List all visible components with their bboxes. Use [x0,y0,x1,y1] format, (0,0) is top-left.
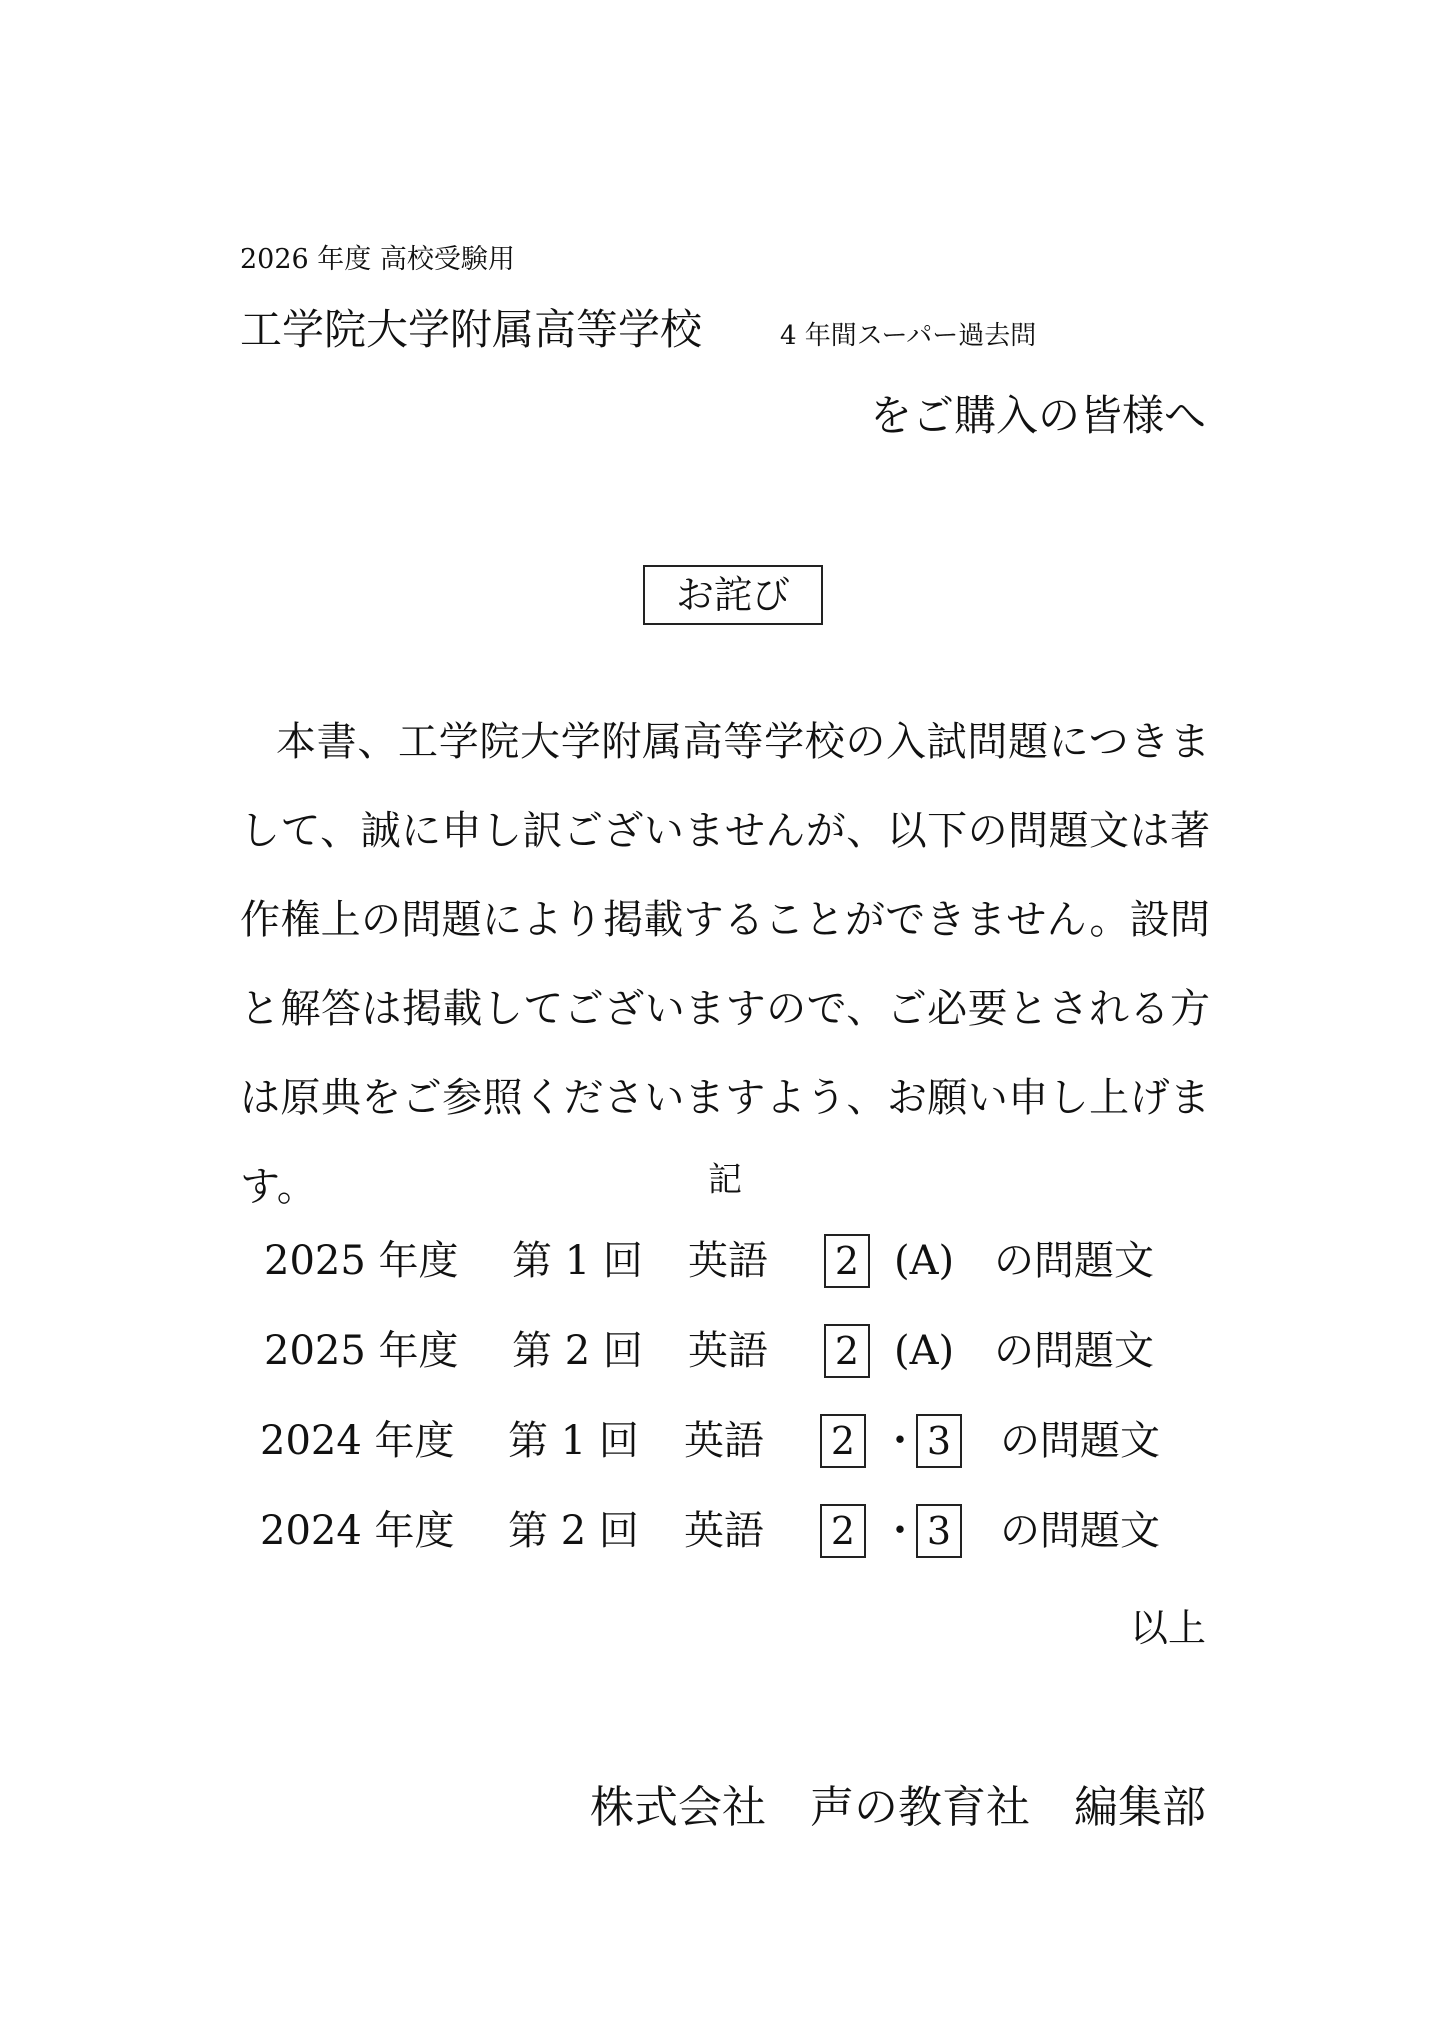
greeting: をご購入の皆様へ [869,391,1206,440]
header-year-label: 2026 年度 高校受験用 [240,244,515,275]
question-number-box: 2 [824,1324,870,1378]
question-number-box: 2 [820,1414,866,1468]
item-suffix: の問題文 [994,1328,1154,1374]
item-year: 2024 年度 [260,1508,455,1554]
closing-text: 以上 [1129,1606,1206,1650]
series-name: 4 年間スーパー過去問 [780,321,1037,351]
question-number-box: 3 [916,1414,962,1468]
item-subject: 英語 [688,1238,768,1284]
apology-title: お詫び [643,565,823,625]
item-year: 2024 年度 [260,1418,455,1464]
item-round: 第 2 回 [508,1508,639,1554]
question-number-box: 3 [916,1504,962,1558]
item-subject: 英語 [684,1418,764,1464]
item-round: 第 1 回 [512,1238,643,1284]
apology-body: 本書、工学院大学附属高等学校の入試問題につきまして、誠に申し訳ございませんが、以下の問題文は著作権上の問題により掲載することができません。設問と解答は掲載してございますので、ご必要とされる方は原典をご参照くださいますよう、お願い申し上げます。 [240,719,1210,1210]
omitted-item-row [260,1406,1180,1476]
item-year: 2025 年度 [264,1238,459,1284]
notice-label: 記 [708,1160,742,1200]
omitted-item-row [260,1496,1180,1566]
school-name: 工学院大学附属高等学校 [240,305,703,354]
question-number-box: 2 [824,1234,870,1288]
item-part: (A) [894,1328,955,1374]
item-part: (A) [894,1238,955,1284]
item-separator: ・ [880,1508,920,1554]
item-separator: ・ [880,1418,920,1464]
omitted-item-row [264,1316,1164,1386]
question-number-box: 2 [820,1504,866,1558]
item-subject: 英語 [684,1508,764,1554]
item-subject: 英語 [688,1328,768,1374]
item-suffix: の問題文 [994,1238,1154,1284]
omitted-item-row [264,1226,1164,1296]
publisher-name: 株式会社 声の教育社 編集部 [590,1782,1206,1833]
item-round: 第 2 回 [512,1328,643,1374]
item-round: 第 1 回 [508,1418,639,1464]
item-year: 2025 年度 [264,1328,459,1374]
item-suffix: の問題文 [1000,1418,1160,1464]
item-suffix: の問題文 [1000,1508,1160,1554]
